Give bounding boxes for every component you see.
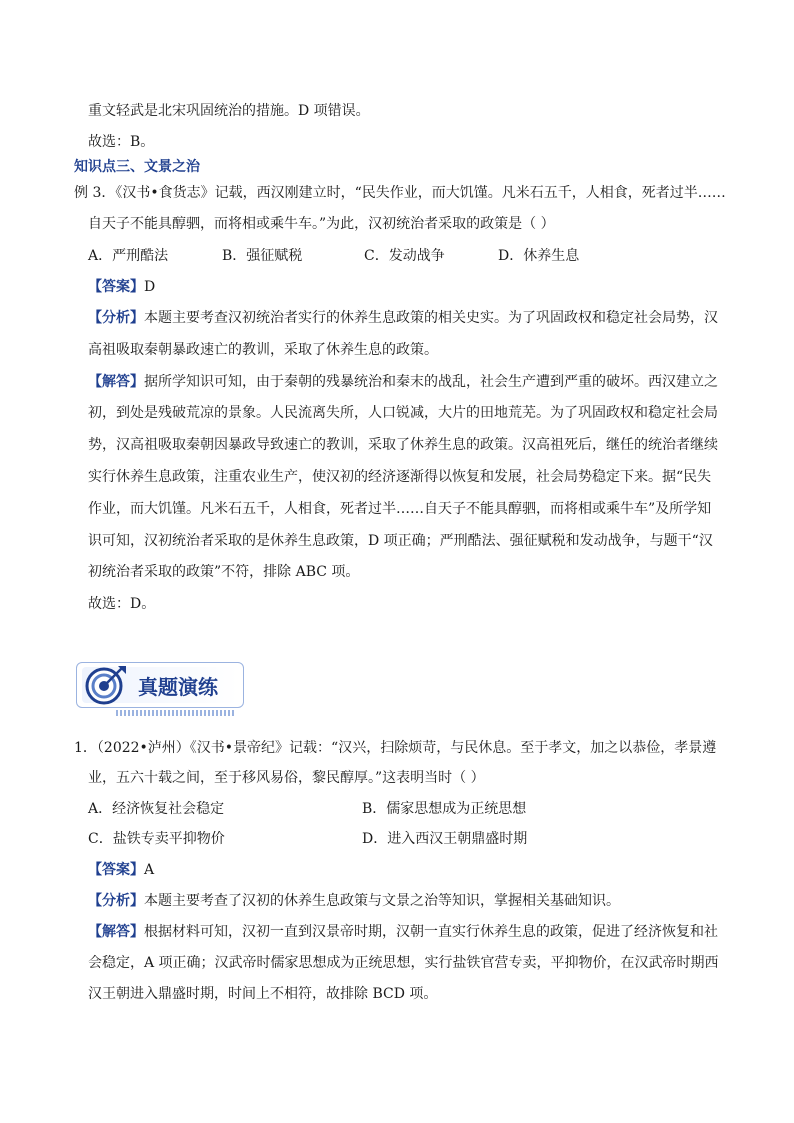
analysis-tag: 【分析】 [88, 310, 144, 326]
question-stem-line: 1．（2022•泸州）《汉书•景帝纪》记载：“汉兴，扫除烦苛，与民休息。至于孝文，加之以恭俭，孝景遵 [74, 740, 717, 756]
solution-line [88, 372, 718, 392]
option-b: B．儒家思想成为正统思想 [362, 801, 527, 817]
analysis-tag: 【分析】 [88, 893, 144, 909]
solution-text-line: 会稳定，A 项正确；汉武帝时儒家思想成为正统思想，实行盐铁官营专卖，平抑物价，在汉武帝时期西 [88, 955, 719, 971]
option-d: D．进入西汉王朝鼎盛时期 [362, 831, 528, 847]
option-c: C．发动战争 [364, 248, 445, 264]
target-icon [82, 664, 128, 706]
solution-text-line: 作业，而大饥馑。凡米石五千，人相食，死者过半……自天子不能具醇驷，而将相或乘牛车”及所学知 [88, 501, 712, 517]
practice-banner [76, 662, 244, 720]
banner-title: 真题演练 [138, 675, 218, 699]
solution-text-line: 初统治者采取的政策”不符，排除 ABC 项。 [88, 564, 360, 580]
analysis-line [88, 308, 718, 328]
answer-line [88, 277, 155, 297]
solution-text-line: 初，到处是残破荒凉的景象。人民流离失所，人口锐减，大片的田地荒芜。为了巩固政权和稳定社会局 [88, 405, 718, 421]
conclusion: 故选：D。 [88, 596, 156, 612]
analysis-line [88, 891, 620, 911]
answer-value: D [144, 279, 156, 295]
solution-text-line: 识可知，汉初统治者采取的是休养生息政策，D 项正确；严刑酷法、强征赋税和发动战争，与题干“汉 [88, 533, 713, 549]
option-b: B．强征赋税 [222, 248, 303, 264]
analysis-text-line: 高祖吸取秦朝暴政速亡的教训，采取了休养生息的政策。 [88, 342, 438, 358]
answer-value: A [144, 862, 155, 878]
option-a: A．严刑酷法 [88, 248, 169, 264]
solution-text-line: 势，汉高祖吸取秦朝因暴政导致速亡的教训，采取了休养生息的政策。汉高祖死后，继任的统治者继续 [88, 437, 718, 453]
solution-text: 根据材料可知，汉初一直到汉景帝时期，汉朝一直实行休养生息的政策，促进了经济恢复和社 [144, 924, 718, 940]
solution-line [88, 922, 718, 942]
answer-tag: 【答案】 [88, 279, 144, 295]
question-stem-line: 自天子不能具醇驷，而将相或乘牛车。”为此，汉初统治者采取的政策是（ ） [88, 216, 555, 232]
option-c: C．盐铁专卖平抑物价 [88, 831, 225, 847]
question-stem-line: 例 3．《汉书•食货志》记载，西汉刚建立时，“民失作业，而大饥馑。凡米石五千，人相食，死者过半…… [74, 185, 726, 201]
section-heading: 知识点三、文景之治 [74, 159, 200, 175]
answer-tag: 【答案】 [88, 862, 144, 878]
option-d: D．休养生息 [498, 248, 580, 264]
answer-line [88, 860, 154, 880]
solution-tag: 【解答】 [88, 924, 144, 940]
solution-text-line: 汉王朝进入鼎盛时期，时间上不相符，故排除 BCD 项。 [88, 986, 438, 1002]
prev-text-line: 重文轻武是北宋巩固统治的措施。D 项错误。 [88, 103, 370, 119]
analysis-text: 本题主要考查了汉初的休养生息政策与文景之治等知识，掌握相关基础知识。 [144, 893, 620, 909]
question-stem-line: 业，五六十载之间，至于移风易俗，黎民醇厚。”这表明当时（ ） [88, 770, 485, 786]
solution-text: 据所学知识可知，由于秦朝的残暴统治和秦末的战乱，社会生产遭到严重的破坏。西汉建立之 [144, 374, 718, 390]
analysis-text: 本题主要考查汉初统治者实行的休养生息政策的相关史实。为了巩固政权和稳定社会局势，汉 [144, 310, 718, 326]
banner-stripes [116, 710, 236, 716]
solution-tag: 【解答】 [88, 374, 144, 390]
prev-conclusion: 故选：B。 [88, 134, 155, 150]
solution-text-line: 实行休养生息政策，注重农业生产，使汉初的经济逐渐得以恢复和发展，社会局势稳定下来。据“民失 [88, 469, 712, 485]
option-a: A．经济恢复社会稳定 [88, 801, 225, 817]
